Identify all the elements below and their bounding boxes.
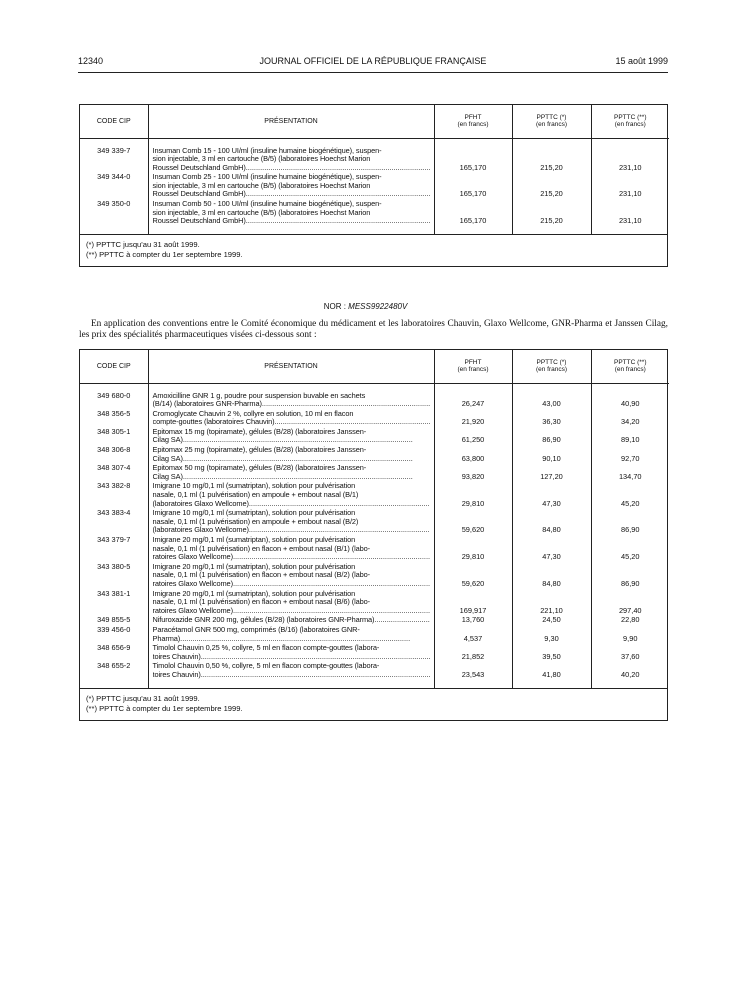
presentation-cell: [148, 536, 434, 563]
presentation-cell: [148, 428, 434, 446]
presentation-line: nasale, 0,1 ml (1 pulvérisation) en ampoule + embout nasal (B/1): [152, 490, 359, 500]
pptc-before-value: 215,20: [512, 173, 591, 200]
intro-paragraph: En application des conventions entre le Comité économique du médicament et les laboratoires Chauvin, Glaxo Wellcome, GNR-Pharma et Janssen Cilag, les prix des spécialités pharmaceutiques visées ci-dessous sont :: [79, 319, 668, 340]
header-pptc-after: [591, 350, 669, 383]
presentation-line: Epitomax 15 mg (topiramate), gélules (B/28) (laboratoires Janssen-: [152, 426, 367, 436]
price-table-2: [79, 349, 668, 721]
table-header-row: [80, 105, 669, 138]
table-row: [80, 138, 669, 173]
pptc-after-value: 231,10: [591, 138, 669, 173]
presentation-last-text: ratoires Glaxo Wellcome): [152, 606, 233, 615]
presentation-last-text: Roussel Deutschland GmbH): [152, 190, 246, 199]
pptc-before-value: 84,80: [512, 509, 591, 536]
presentation-line: Epitomax 50 mg (topiramate), gélules (B/28) (laboratoires Janssen-: [152, 463, 367, 473]
presentation-last-text: Nifuroxazide GNR 200 mg, gélules (B/28) (laboratoires GNR-Pharma): [152, 616, 375, 625]
cip-code: 348 307-4: [97, 463, 131, 473]
presentation-line: Imigrane 20 mg/0,1 ml (sumatriptan), solution pour pulvérisation: [152, 535, 356, 544]
presentation-last-line: [153, 418, 430, 427]
presentation-line: Paracétamol GNR 500 mg, comprimés (B/16) (laboratoires GNR-: [152, 624, 360, 634]
header-pptc-before: [512, 105, 591, 138]
presentation-last-line: [153, 607, 430, 616]
presentation-last-text: (laboratoires Glaxo Wellcome): [152, 526, 249, 535]
pfht-value: 29,810: [434, 482, 512, 509]
presentation-cell: [148, 509, 434, 536]
presentation-last-text: toires Chauvin): [152, 652, 201, 661]
pptc-before-value: 215,20: [512, 138, 591, 173]
presentation-line: Imigrane 10 mg/0,1 ml (sumatriptan), solution pour pulvérisation: [152, 508, 356, 518]
presentation-last-line: [153, 400, 430, 409]
price-table-grid: [80, 105, 669, 234]
header-pptc-after-label: PPTTC (**): [614, 114, 647, 122]
header-pptc-before-unit: (en francs): [535, 121, 568, 129]
dot-leader: [249, 500, 430, 508]
table-row: [80, 482, 669, 509]
presentation-cell: [148, 662, 434, 687]
presentation-last-line: [153, 190, 430, 199]
pfht-value: 21,920: [434, 410, 512, 428]
presentation-line: Insuman Comb 15 - 100 UI/ml (insuline humaine biogénétique), suspen-: [152, 145, 382, 155]
table-row: [80, 536, 669, 563]
nor-reference: [0, 302, 731, 311]
dot-leader: [233, 553, 430, 561]
table-header-row: [80, 350, 669, 383]
presentation-last-line: [153, 473, 430, 482]
header-pfht-label: PFHT: [464, 359, 482, 367]
pfht-value: 59,620: [434, 509, 512, 536]
pfht-value: 165,170: [434, 138, 512, 173]
presentation-last-line: [153, 616, 430, 625]
header-pptc-before-unit: (en francs): [535, 366, 568, 374]
page-header: [78, 56, 668, 70]
dot-leader: [201, 671, 430, 679]
cip-code: 343 382-8: [97, 481, 131, 491]
presentation-cell: [148, 626, 434, 644]
nor-code: MESS9922480V: [348, 302, 408, 311]
header-pfht: [434, 350, 512, 383]
cip-code: 349 855-5: [97, 615, 131, 625]
presentation-last-text: ratoires Glaxo Wellcome): [152, 579, 233, 588]
header-pfht: [434, 105, 512, 138]
cip-code: 339 456-0: [97, 624, 131, 634]
dot-leader: [246, 217, 430, 225]
presentation-last-line: [153, 580, 430, 589]
dot-leader: [374, 616, 429, 624]
presentation-cell: [148, 563, 434, 590]
header-pptc-before: [512, 350, 591, 383]
pptc-after-value: 92,70: [591, 446, 669, 464]
dot-leader: [201, 653, 430, 661]
pptc-before-value: 127,20: [512, 464, 591, 482]
pptc-after-value: 297,40: [591, 590, 669, 617]
presentation-last-text: (B/14) (laboratoires GNR-Pharma): [152, 400, 262, 409]
dot-leader: [246, 164, 430, 172]
journal-title: JOURNAL OFFICIEL DE LA RÉPUBLIQUE FRANÇAISE: [259, 56, 487, 66]
presentation-line: Insuman Comb 25 - 100 UI/ml (insuline humaine biogénétique), suspen-: [152, 172, 382, 182]
header-presentation: PRÉSENTATION: [148, 350, 434, 383]
presentation-line: nasale, 0,1 ml (1 pulvérisation) en flacon + embout nasal (B/1) (labo-: [152, 543, 371, 553]
cip-code: 348 655-2: [97, 661, 131, 671]
dot-leader: [246, 190, 430, 198]
pptc-after-value: 89,10: [591, 428, 669, 446]
presentation-line: nasale, 0,1 ml (1 pulvérisation) en flacon + embout nasal (B/2) (labo-: [152, 570, 371, 580]
footnote: (**) PPTTC à compter du 1er septembre 1999.: [86, 703, 243, 713]
header-presentation: PRÉSENTATION: [148, 105, 434, 138]
presentation-last-line: [153, 653, 430, 662]
table-row: [80, 446, 669, 464]
pfht-value: 169,917: [434, 590, 512, 617]
presentation-cell: [148, 464, 434, 482]
dot-leader: [183, 436, 413, 444]
presentation-cell: [148, 173, 434, 200]
pfht-value: 29,810: [434, 536, 512, 563]
cip-code: 343 380-5: [97, 561, 131, 571]
header-code-cip: CODE CIP: [80, 350, 148, 383]
price-table-grid: [80, 350, 669, 688]
table-row: [80, 509, 669, 536]
pfht-value: 21,852: [434, 644, 512, 662]
pptc-before-value: 84,80: [512, 563, 591, 590]
presentation-line: nasale, 0,1 ml (1 pulvérisation) en flacon + embout nasal (B/6) (labo-: [152, 597, 371, 607]
presentation-last-line: [153, 500, 430, 509]
pfht-value: 63,800: [434, 446, 512, 464]
cip-code: 349 339-7: [97, 145, 131, 155]
dot-leader: [233, 607, 430, 615]
dot-leader: [233, 580, 430, 588]
presentation-cell: [148, 383, 434, 410]
presentation-last-text: Pharma): [152, 634, 181, 643]
presentation-last-text: Roussel Deutschland GmbH): [152, 217, 246, 226]
header-pptc-after-unit: (en francs): [614, 366, 646, 374]
presentation-line: Imigrane 20 mg/0,1 ml (sumatriptan), solution pour pulvérisation: [152, 561, 356, 571]
nor-label: NOR :: [323, 302, 346, 311]
presentation-line: sion injectable, 3 ml en cartouche (B/5) (laboratoires Hoechst Marion: [152, 207, 371, 217]
pptc-before-value: 221,10: [512, 590, 591, 617]
presentation-last-line: [153, 553, 430, 562]
dot-leader: [262, 400, 430, 408]
cip-code: 348 656-9: [97, 643, 131, 653]
pfht-value: 4,537: [434, 626, 512, 644]
presentation-line: Insuman Comb 50 - 100 UI/ml (insuline humaine biogénétique), suspen-: [152, 199, 382, 209]
cip-code: 343 381-1: [97, 588, 131, 598]
presentation-line: Cromoglycate Chauvin 2 %, collyre en solution, 10 ml en flacon: [152, 408, 354, 418]
table-row: [80, 410, 669, 428]
pptc-before-value: 36,30: [512, 410, 591, 428]
header-code-cip: CODE CIP: [80, 105, 148, 138]
pptc-before-value: 86,90: [512, 428, 591, 446]
cip-code: 349 350-0: [97, 199, 131, 209]
pptc-after-value: 86,90: [591, 509, 669, 536]
presentation-line: nasale, 0,1 ml (1 pulvérisation) en ampoule + embout nasal (B/2): [152, 516, 359, 526]
header-pfht-unit: (en francs): [457, 121, 489, 129]
pptc-before-value: 215,20: [512, 200, 591, 234]
header-pfht-label: PFHT: [464, 114, 482, 122]
pfht-value: 59,620: [434, 563, 512, 590]
presentation-line: Epitomax 25 mg (topiramate), gélules (B/28) (laboratoires Janssen-: [152, 445, 367, 455]
pptc-before-value: 9,30: [512, 626, 591, 644]
pfht-value: 13,760: [434, 616, 512, 626]
pptc-after-value: 9,90: [591, 626, 669, 644]
dot-leader: [183, 473, 413, 481]
presentation-line: Timolol Chauvin 0,50 %, collyre, 5 ml en flacon compte-gouttes (labora-: [152, 661, 380, 671]
cip-code: 348 306-8: [97, 445, 131, 455]
presentation-cell: [148, 644, 434, 662]
header-pptc-after: [591, 105, 669, 138]
pptc-after-value: 45,20: [591, 482, 669, 509]
dot-leader: [249, 526, 430, 534]
price-table-1: [79, 104, 668, 267]
pptc-after-value: 45,20: [591, 536, 669, 563]
pfht-value: 61,250: [434, 428, 512, 446]
presentation-last-line: [153, 164, 430, 173]
pptc-before-value: 43,00: [512, 383, 591, 410]
presentation-last-text: Cilag SA): [152, 472, 183, 481]
table-row: [80, 200, 669, 234]
footnote: (*) PPTTC jusqu'au 31 août 1999.: [86, 693, 200, 703]
pptc-after-value: 40,90: [591, 383, 669, 410]
pfht-value: 26,247: [434, 383, 512, 410]
dot-leader: [275, 418, 430, 426]
pfht-value: 165,170: [434, 173, 512, 200]
cip-code: 343 379-7: [97, 535, 131, 544]
presentation-last-line: [153, 455, 430, 464]
issue-date: 15 août 1999: [615, 56, 668, 66]
cip-code: 348 305-1: [97, 426, 131, 436]
presentation-last-text: compte-gouttes (laboratoires Chauvin): [152, 418, 275, 427]
presentation-last-text: (laboratoires Glaxo Wellcome): [152, 499, 249, 508]
cip-code: 343 383-4: [97, 508, 131, 518]
presentation-cell: [148, 410, 434, 428]
pptc-after-value: 86,90: [591, 563, 669, 590]
table-footnotes: [80, 234, 667, 266]
cip-code: 349 680-0: [97, 390, 131, 400]
pptc-after-value: 34,20: [591, 410, 669, 428]
table-row: [80, 644, 669, 662]
dot-leader: [180, 635, 410, 643]
page-number: 12340: [78, 56, 104, 66]
presentation-last-line: [153, 217, 430, 226]
presentation-last-line: [153, 526, 430, 535]
presentation-last-text: Cilag SA): [152, 436, 183, 445]
pptc-before-value: 47,30: [512, 536, 591, 563]
presentation-cell: [148, 200, 434, 234]
pfht-value: 165,170: [434, 200, 512, 234]
cip-code: 348 356-5: [97, 408, 131, 418]
pfht-value: 93,820: [434, 464, 512, 482]
presentation-last-line: [153, 671, 430, 680]
presentation-last-line: [153, 635, 430, 644]
pptc-before-value: 47,30: [512, 482, 591, 509]
presentation-last-text: Cilag SA): [152, 454, 183, 463]
presentation-last-text: toires Chauvin): [152, 670, 201, 679]
presentation-line: Imigrane 10 mg/0,1 ml (sumatriptan), solution pour pulvérisation: [152, 481, 356, 491]
pptc-after-value: 134,70: [591, 464, 669, 482]
presentation-last-text: ratoires Glaxo Wellcome): [152, 553, 233, 562]
header-rule: [78, 72, 668, 73]
presentation-line: Amoxicilline GNR 1 g, poudre pour suspension buvable en sachets: [152, 390, 366, 400]
pptc-after-value: 37,60: [591, 644, 669, 662]
cip-code: 349 344-0: [97, 172, 131, 182]
header-pptc-after-label: PPTTC (**): [614, 359, 647, 367]
footnote: (**) PPTTC à compter du 1er septembre 1999.: [86, 249, 243, 259]
presentation-line: sion injectable, 3 ml en cartouche (B/5) (laboratoires Hoechst Marion: [152, 154, 371, 164]
table-row: [80, 428, 669, 446]
presentation-last-text: Roussel Deutschland GmbH): [152, 163, 246, 172]
table-row: [80, 590, 669, 617]
presentation-cell: [148, 446, 434, 464]
table-row: [80, 383, 669, 410]
dot-leader: [183, 455, 413, 463]
header-pfht-unit: (en francs): [457, 366, 489, 374]
presentation-line: Timolol Chauvin 0,25 %, collyre, 5 ml en flacon compte-gouttes (labora-: [152, 643, 380, 653]
pptc-before-value: 90,10: [512, 446, 591, 464]
header-pptc-after-unit: (en francs): [614, 121, 646, 129]
pptc-before-value: 24,50: [512, 616, 591, 626]
table-row: [80, 626, 669, 644]
presentation-cell: [148, 482, 434, 509]
table-row: [80, 173, 669, 200]
table-row: [80, 662, 669, 687]
presentation-line: Imigrane 20 mg/0,1 ml (sumatriptan), solution pour pulvérisation: [152, 588, 356, 598]
footnote: (*) PPTTC jusqu'au 31 août 1999.: [86, 239, 200, 249]
presentation-cell: [148, 138, 434, 173]
presentation-line: sion injectable, 3 ml en cartouche (B/5) (laboratoires Hoechst Marion: [152, 180, 371, 190]
pptc-before-value: 41,80: [512, 662, 591, 687]
presentation-last-line: [153, 436, 430, 445]
table-row: [80, 563, 669, 590]
pptc-after-value: 40,20: [591, 662, 669, 687]
presentation-cell: [148, 590, 434, 617]
pptc-after-value: 231,10: [591, 173, 669, 200]
header-pptc-before-label: PPTTC (*): [536, 114, 567, 122]
pfht-value: 23,543: [434, 662, 512, 687]
pptc-after-value: 231,10: [591, 200, 669, 234]
table-row: [80, 464, 669, 482]
pptc-after-value: 22,80: [591, 616, 669, 626]
table-footnotes: [80, 688, 667, 720]
pptc-before-value: 39,50: [512, 644, 591, 662]
header-pptc-before-label: PPTTC (*): [536, 359, 567, 367]
